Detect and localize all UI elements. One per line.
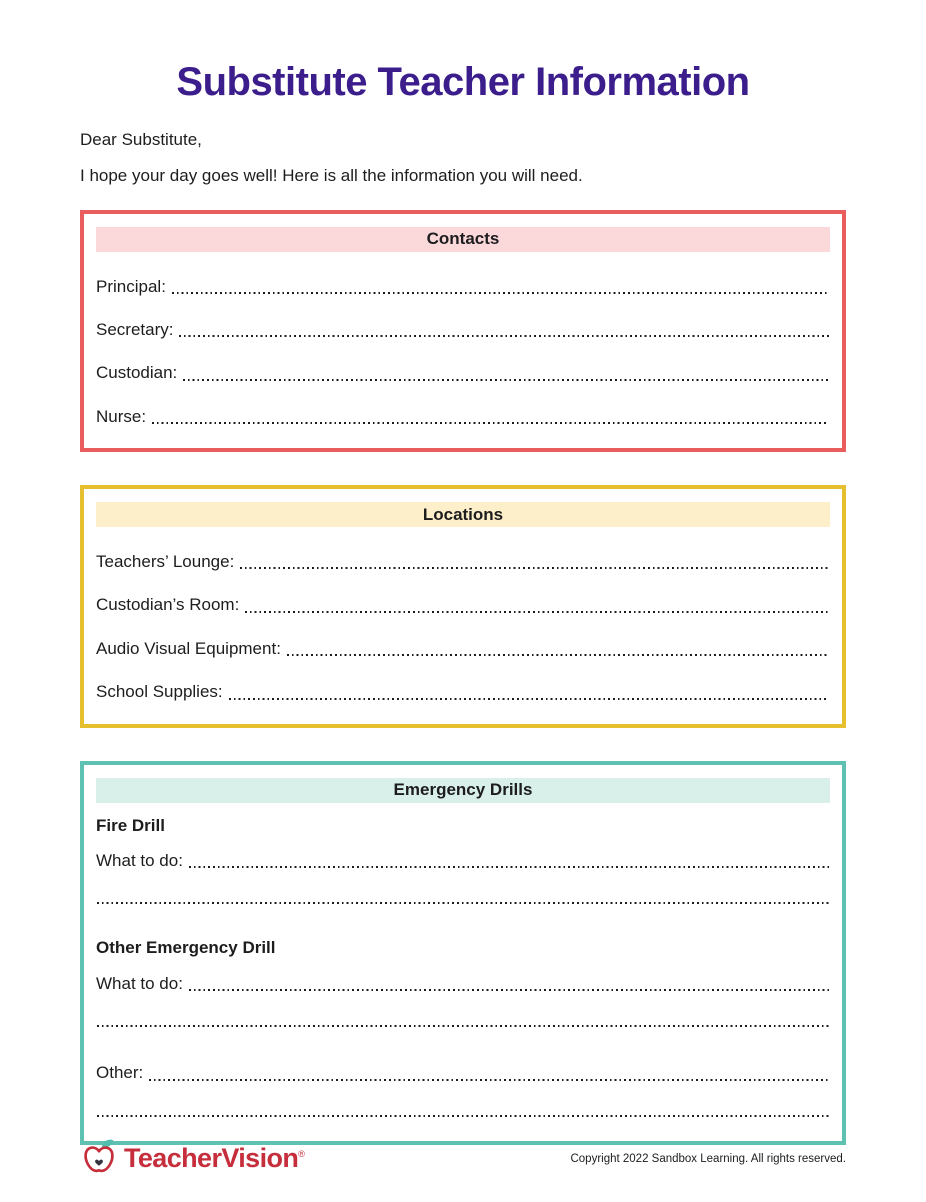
field-nurse bbox=[96, 407, 830, 427]
fill-in-line bbox=[287, 654, 829, 656]
fire-drill-heading: Fire Drill bbox=[96, 815, 165, 835]
field-label: What to do: bbox=[96, 851, 183, 871]
field-label: Teachers’ Lounge: bbox=[96, 552, 235, 572]
field-label: Other: bbox=[96, 1063, 144, 1083]
fill-in-line bbox=[97, 902, 829, 904]
field-label: Nurse: bbox=[96, 406, 147, 426]
locations-section-header: Locations bbox=[96, 502, 830, 527]
copyright-text: Copyright 2022 Sandbox Learning. All rights reserved. bbox=[570, 1152, 846, 1165]
page-title: Substitute Teacher Information bbox=[176, 60, 750, 104]
field-secretary bbox=[96, 320, 830, 340]
contacts-section bbox=[80, 210, 846, 453]
contacts-section-header: Contacts bbox=[96, 227, 830, 252]
fill-in-line bbox=[189, 866, 829, 868]
field-label: Custodian’s Room: bbox=[96, 595, 240, 615]
field-audio-visual-equipment bbox=[96, 639, 830, 659]
fill-in-line bbox=[179, 335, 829, 337]
fill-in-line bbox=[172, 292, 829, 294]
registered-trademark-mark: ® bbox=[298, 1149, 305, 1159]
fill-in-line bbox=[183, 379, 829, 381]
fill-in-line bbox=[97, 1025, 829, 1027]
field-label: Principal: bbox=[96, 276, 166, 296]
emergency-drills-section bbox=[80, 761, 846, 1145]
field-fire-drill-what-to-do bbox=[96, 851, 830, 871]
fill-in-line bbox=[229, 698, 829, 700]
fill-in-continuation-row bbox=[96, 902, 830, 907]
field-custodian bbox=[96, 363, 830, 383]
field-teachers-lounge bbox=[96, 552, 830, 572]
field-custodians-room bbox=[96, 595, 830, 615]
brand-name bbox=[124, 1143, 304, 1174]
intro-line: I hope your day goes well! Here is all the information you will need. bbox=[80, 166, 583, 186]
field-other-drill-what-to-do bbox=[96, 974, 830, 994]
field-other bbox=[96, 1063, 830, 1083]
field-school-supplies bbox=[96, 682, 830, 702]
field-label: Custodian: bbox=[96, 363, 178, 383]
fill-in-line bbox=[240, 567, 829, 569]
fill-in-line bbox=[97, 1115, 829, 1117]
teachervision-logo bbox=[80, 1135, 304, 1182]
intro-text bbox=[80, 129, 846, 187]
greeting-line: Dear Substitute, bbox=[80, 130, 202, 149]
locations-section bbox=[80, 485, 846, 728]
other-emergency-drill-heading: Other Emergency Drill bbox=[96, 938, 276, 958]
page-footer bbox=[80, 1135, 846, 1182]
fill-in-line bbox=[189, 989, 829, 991]
emergency-drills-section-header: Emergency Drills bbox=[96, 778, 830, 803]
field-label: Secretary: bbox=[96, 319, 174, 339]
apple-with-leaf-icon bbox=[80, 1135, 118, 1182]
fill-in-line bbox=[245, 611, 829, 613]
fill-in-continuation-row bbox=[96, 1025, 830, 1030]
field-label: What to do: bbox=[96, 973, 183, 993]
field-principal bbox=[96, 277, 830, 297]
field-label: Audio Visual Equipment: bbox=[96, 638, 281, 658]
fill-in-line bbox=[149, 1079, 829, 1081]
fill-in-continuation-row bbox=[96, 1115, 830, 1120]
fill-in-line bbox=[152, 422, 829, 424]
brand-text: TeacherVision bbox=[124, 1143, 299, 1173]
field-label: School Supplies: bbox=[96, 682, 223, 702]
